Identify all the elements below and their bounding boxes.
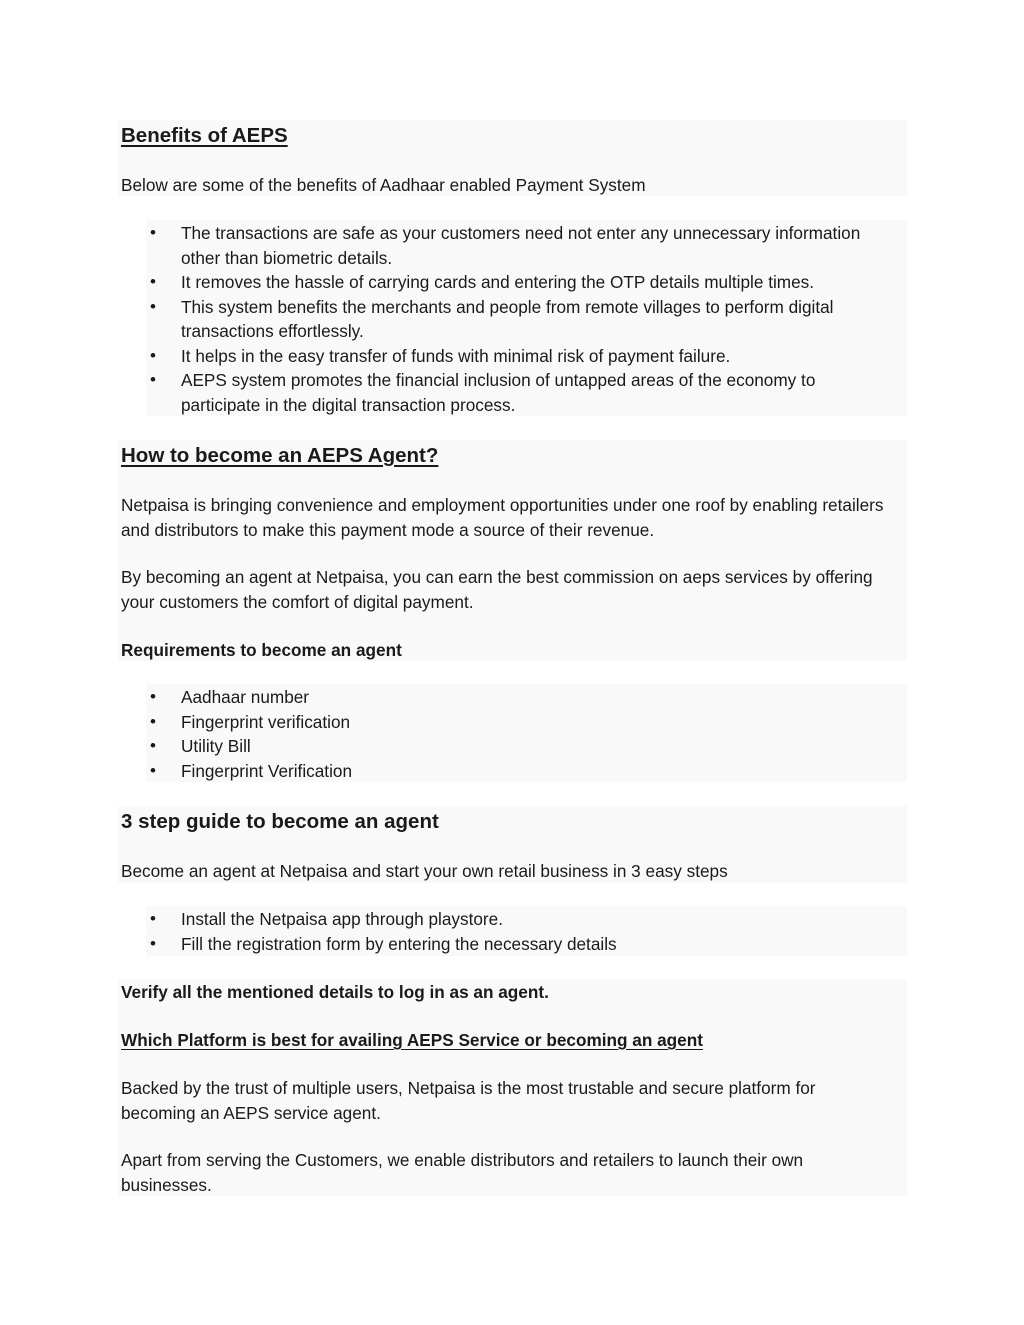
agent-heading: How to become an AEPS Agent? <box>121 444 439 467</box>
list-item: • Install the Netpaisa app through playstore. <box>121 907 901 932</box>
agent-paragraph-2: By becoming an agent at Netpaisa, you can earn the best commission on aeps services by offering your customers the comfort of digital payment. <box>121 567 873 612</box>
list-item: • Fill the registration form by entering the necessary details <box>121 932 901 957</box>
platform-paragraph-2: Apart from serving the Customers, we enable distributors and retailers to launch their own businesses. <box>121 1150 804 1195</box>
platform-paragraph-1: Backed by the trust of multiple users, Netpaisa is the most trustable and secure platform for becoming an AEPS service agent. <box>121 1078 816 1123</box>
requirements-heading: Requirements to become an agent <box>121 640 402 660</box>
benefits-heading: Benefits of AEPS <box>121 124 288 147</box>
list-item: • It removes the hassle of carrying cards and entering the OTP details multiple times. <box>121 270 881 295</box>
steps-list <box>121 907 901 956</box>
list-item: • Utility Bill <box>121 734 901 759</box>
list-item: • This system benefits the merchants and people from remote villages to perform digital transactions effortlessly. <box>121 295 881 344</box>
agent-section-block <box>118 440 907 661</box>
steps-intro: Become an agent at Netpaisa and start your own retail business in 3 easy steps <box>121 861 728 881</box>
verify-note: Verify all the mentioned details to log in as an agent. <box>121 982 549 1002</box>
list-item: • Aadhaar number <box>121 685 901 710</box>
list-item: • The transactions are safe as your customers need not enter any unnecessary information other than biometric details. <box>121 221 881 270</box>
benefits-list <box>121 221 881 417</box>
benefits-intro: Below are some of the benefits of Aadhaar enabled Payment System <box>121 175 646 195</box>
requirements-list <box>121 685 901 783</box>
list-item: • Fingerprint Verification <box>121 759 901 784</box>
agent-paragraph-1: Netpaisa is bringing convenience and employment opportunities under one roof by enabling retailers and distributors to make this payment mode a source of their revenue. <box>121 495 884 540</box>
list-item: • It helps in the easy transfer of funds with minimal risk of payment failure. <box>121 344 881 369</box>
steps-heading: 3 step guide to become an agent <box>121 810 439 833</box>
list-item: • AEPS system promotes the financial inclusion of untapped areas of the economy to participate in the digital transaction process. <box>121 368 881 417</box>
list-item: • Fingerprint verification <box>121 710 901 735</box>
platform-heading: Which Platform is best for availing AEPS Service or becoming an agent <box>121 1030 703 1050</box>
